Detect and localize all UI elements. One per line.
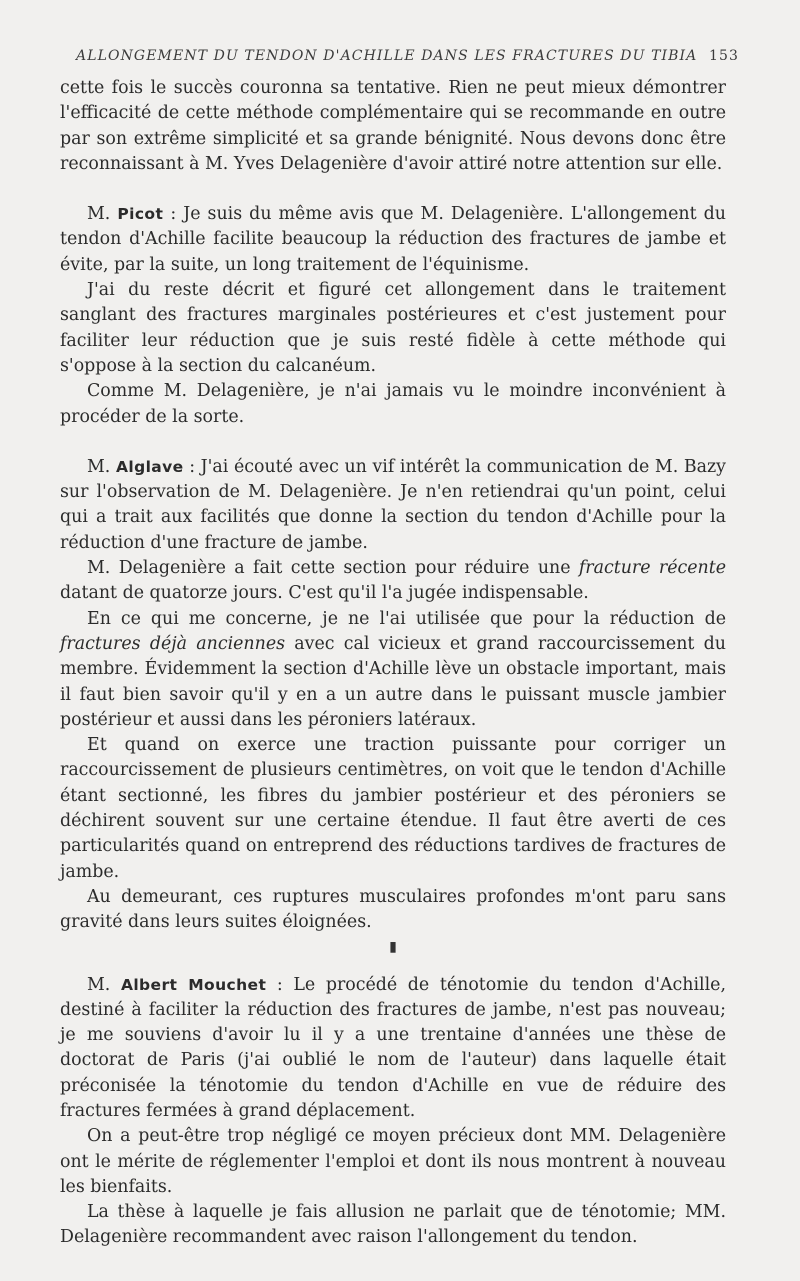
paragraph-mouchet: M. Albert Mouchet : Le procédé de ténotomie du tendon d'Achille, destiné à faciliter la réduction des fractures de jambe, n'est pas nouveau; je me souviens d'avoir lu il y a une trentaine d'années une thèse de doctorat de Paris (j'ai oublié le nom de l'auteur) dans laquelle était préconisée la ténotomie du tendon d'Achille en vue de réduire des fractures fermées à grand déplacement. [60, 974, 726, 1121]
body-text [60, 76, 726, 1251]
paragraph: Comme M. Delagenière, je n'ai jamais vu le moindre inconvénient à procéder de la sorte. [60, 381, 726, 427]
speaker-name: Alglave [115, 457, 184, 476]
running-head [76, 48, 739, 64]
paragraph-alglave: M. Alglave : J'ai écouté avec un vif intérêt la communication de M. Bazy sur l'observation de M. Delagenière. Je n'en retiendrai qu'un point, celui qui a trait aux facilités que donne la section du tendon d'Achille pour la réduction d'une fracture de jambe. [60, 456, 726, 553]
paragraph-picot: M. Picot : Je suis du même avis que M. Delagenière. L'allongement du tendon d'Achille facilite beaucoup la réduction des fractures de jambe et évite, par la suite, un long traitement de l'équinisme. [60, 204, 726, 275]
paragraph-continuation: cette fois le succès couronna sa tentative. Rien ne peut mieux démontrer l'efficacité de cette méthode complémentaire qui se recommande en outre par son extrême simplicité et sa grande bénignité. Nous devons donc être reconnaissant à M. Yves Delagenière d'avoir attiré notre attention sur elle. [60, 78, 726, 174]
speaker-name: Albert Mouchet [120, 975, 267, 994]
paragraph: En ce qui me concerne, je ne l'ai utilisée que pour la réduction de fractures déjà anciennes avec cal vicieux et grand raccourcissement du membre. Évidemment la section d'Achille lève un obstacle important, mais il faut bien savoir qu'il y en a un autre dans le puissant muscle jambier postérieur et aussi dans les péroniers latéraux. [60, 608, 726, 730]
emphasis: fractures déjà anciennes [60, 633, 286, 654]
page-number: 153 [708, 48, 739, 64]
section-mark: ▮ [389, 938, 397, 955]
paragraph: J'ai du reste décrit et figuré cet allongement dans le traitement sanglant des fractures marginales postérieures et c'est justement pour faciliter leur réduction que je suis resté fidèle à cette méthode qui s'oppose à la section du calcanéum. [60, 280, 726, 376]
paragraph: La thèse à laquelle je fais allusion ne parlait que de ténotomie; MM. Delagenière recommandent avec raison l'allongement du tendon. [60, 1202, 726, 1248]
running-title: ALLONGEMENT DU TENDON D'ACHILLE DANS LES FRACTURES DU TIBIA [76, 48, 698, 64]
paragraph: On a peut-être trop négligé ce moyen précieux dont MM. Delagenière ont le mérite de réglementer l'emploi et dont ils nous montrent à nouveau les bienfaits. [60, 1126, 726, 1197]
paragraph: Au demeurant, ces ruptures musculaires profondes m'ont paru sans gravité dans leurs suites éloignées. [60, 886, 726, 933]
speaker-name: Picot [117, 205, 164, 224]
paragraph: Et quand on exerce une traction puissante pour corriger un raccourcissement de plusieurs centimètres, on voit que le tendon d'Achille étant sectionné, les fibres du jambier postérieur et des péroniers se déchirent souvent sur une certaine étendue. Il faut être averti de ces particularités quand on entreprend des réductions tardives de fractures de jambe. [60, 735, 726, 882]
emphasis: fracture récente [578, 558, 726, 579]
paragraph: M. Delagenière a fait cette section pour réduire une fracture récente datant de quatorze jours. C'est qu'il l'a jugée indispensable. [60, 558, 726, 604]
